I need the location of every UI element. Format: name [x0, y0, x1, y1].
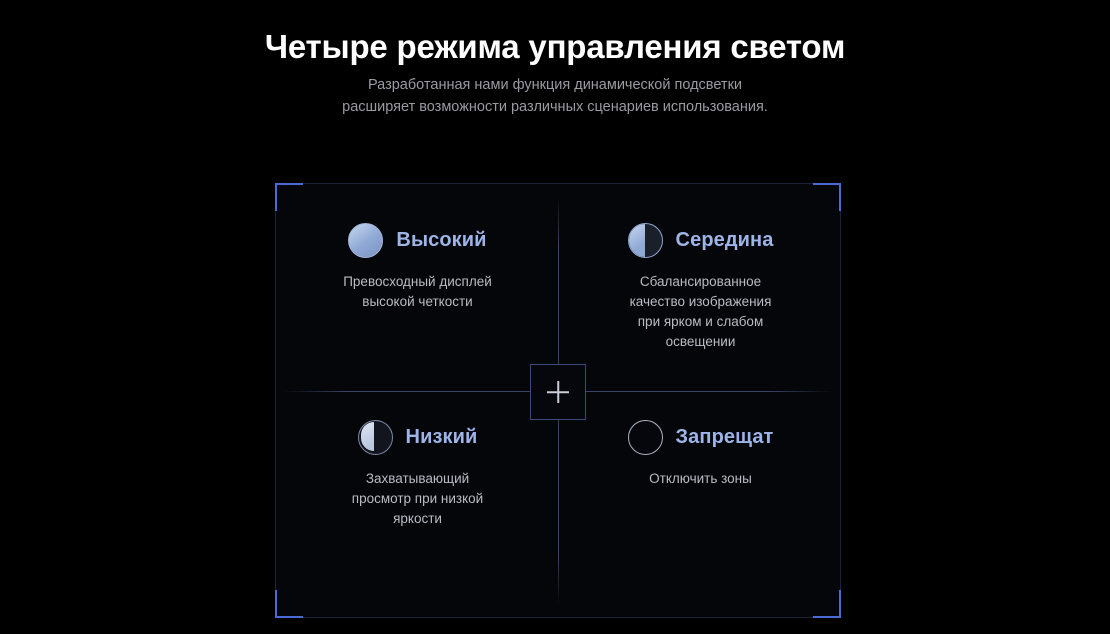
quadrant-middle-desc-line-1: Сбалансированное — [639, 274, 762, 289]
moon-crescent-icon — [358, 420, 393, 455]
quadrant-off-desc-line-1: Отключить зоны — [649, 471, 752, 486]
quadrant-high-header — [276, 222, 559, 258]
quadrant-low[interactable] — [276, 419, 559, 529]
corner-bracket-bottom-right — [813, 590, 841, 618]
quadrant-high-desc-line-2: высокой четкости — [362, 294, 473, 309]
quadrant-low-header — [276, 419, 559, 455]
quadrant-high[interactable] — [276, 222, 559, 312]
quadrant-off-description — [559, 469, 842, 489]
quadrant-high-title: Высокий — [396, 228, 487, 251]
moon-full-icon — [348, 223, 383, 258]
corner-bracket-top-right — [813, 183, 841, 211]
quadrant-low-desc-line-1: Захватывающий — [365, 471, 470, 486]
quadrant-high-description — [276, 272, 559, 312]
quadrant-low-desc-line-2: просмотр при низкой — [351, 491, 484, 506]
page-title: Четыре режима управления светом — [264, 28, 846, 66]
plus-icon — [530, 364, 586, 420]
corner-bracket-bottom-left — [275, 590, 303, 618]
subtitle-line-2: расширяет возможности различных сценариев использования. — [342, 99, 768, 115]
quadrant-middle-description — [559, 272, 842, 352]
quadrant-middle-desc-line-4: освещении — [665, 334, 736, 349]
quadrant-high-desc-line-1: Превосходный дисплей — [343, 274, 492, 289]
quadrant-middle-desc-line-2: качество изображения — [629, 294, 772, 309]
quadrant-off-header — [559, 419, 842, 455]
modes-diagram — [275, 183, 841, 618]
quadrant-off[interactable] — [559, 419, 842, 489]
quadrant-low-title: Низкий — [405, 425, 478, 448]
corner-bracket-top-left — [275, 183, 303, 211]
quadrant-middle-title: Середина — [675, 228, 774, 251]
quadrant-middle-desc-line-3: при ярком и слабом — [637, 314, 764, 329]
page-subtitle — [0, 74, 1110, 118]
quadrant-low-description — [276, 469, 559, 529]
quadrant-middle[interactable] — [559, 222, 842, 352]
moon-half-icon — [628, 223, 663, 258]
moon-empty-icon — [628, 420, 663, 455]
quadrant-off-title: Запрещат — [675, 425, 774, 448]
quadrant-low-desc-line-3: яркости — [393, 511, 442, 526]
quadrant-middle-header — [559, 222, 842, 258]
subtitle-line-1: Разработанная нами функция динамической подсветки — [367, 77, 743, 93]
